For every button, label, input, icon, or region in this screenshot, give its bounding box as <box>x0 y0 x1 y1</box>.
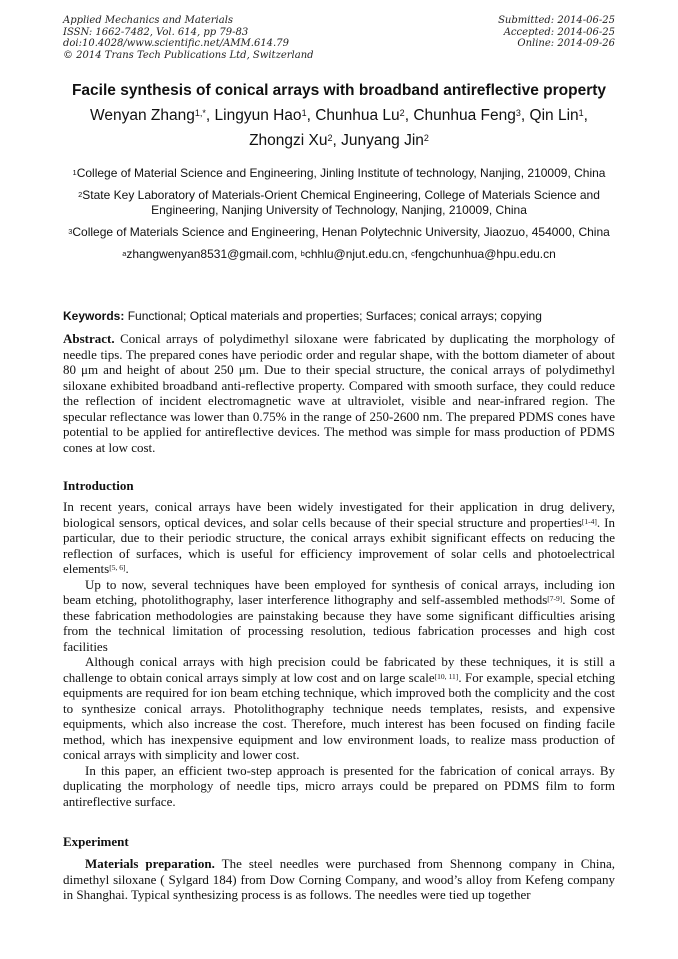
experiment-body <box>63 856 615 903</box>
keywords-label: Keywords: <box>63 309 125 323</box>
author: Lingyun Hao$^1$, <box>214 107 316 124</box>
publication-dates <box>498 15 615 50</box>
journal-name: Applied Mechanics and Materials <box>63 15 234 26</box>
author: Zhongzi Xu$^2$, <box>249 132 342 149</box>
affiliations <box>60 166 618 262</box>
introduction-body <box>63 499 615 809</box>
author: Chunhua Lu$^2$, <box>315 107 414 124</box>
author-emails: $^a$zhangwenyan8531@gmail.com, $^b$chhlu@njut.edu.cn, $^c$fengchunhua@hpu.edu.cn <box>122 247 556 261</box>
author-list <box>40 103 638 153</box>
author: Qin Lin$^1$, <box>529 107 588 124</box>
journal-info <box>63 15 314 61</box>
intro-paragraph-4: In this paper, an efficient two-step approach is presented for the fabrication of conical arrays. By duplicating the morphology of needle tips, micro arrays could be prepared on PDMS film to form antireflective surface. <box>63 762 615 809</box>
abstract-text: Conical arrays of polydimethyl siloxane were fabricated by duplicating the morphology of needle tips. The prepared cones have periodic order and regular shape, with the bottom diameter of about 80 μm and height of about 250 μm. Due to their special structure, the conical arrays of polydimethyl siloxane exhibited broadband anti-reflective property. Compared with smooth surface, they could reduce the reflection of incident electromagnetic wave at ultraviolet, visible and near-infrared region. The specular reflectance was lower than 0.75% in the range of 250-2600 nm. The prepared PDMS cones have potential to be applied for antireflective devices. The method was simple for mass production of PDMS cones at low cost. <box>63 331 615 455</box>
abstract-label: Abstract. <box>63 331 115 346</box>
citation: [5, 6] <box>109 563 126 572</box>
intro-paragraph-1: In recent years, conical arrays have been widely investigated for their application in drug delivery, biological sensors, optical devices, and solar cells because of their special structure and properties[1-4]. In particular, due to their periodic structure, the conical arrays exhibit significant effects on reducing the reflection of surfaces, which is useful for efficiency improvement of solar cells and photoelectrical elements[5, 6]. <box>63 499 615 576</box>
author: Chunhua Feng$^3$, <box>413 107 530 124</box>
affiliation-2: $^2$State Key Laboratory of Materials-Orient Chemical Engineering, College of Materials Science and Engineering, Nanjing University of Technology, Nanjing, 210009, China <box>78 188 600 217</box>
submitted-date: Submitted: 2014-06-25 <box>498 15 615 26</box>
accepted-date: Accepted: 2014-06-25 <box>503 26 615 38</box>
keywords <box>63 309 615 324</box>
citation: [1-4] <box>581 516 597 526</box>
citation: [10, 11] <box>434 671 459 681</box>
intro-paragraph-2: Up to now, several techniques have been employed for synthesis of conical arrays, including ion beam etching, photolithography, laser interference lithography and self-assembled methods[7-9]. Some of these fabrication methodologies are painstaking because they have some significant difficulties arising from the technical limitation of processing resolution, tedious fabrication processes and high cost facilities <box>63 576 615 654</box>
issn-volume: ISSN: 1662-7482, Vol. 614, pp 79-83 <box>63 26 249 38</box>
abstract <box>63 331 615 455</box>
keywords-text: Functional; Optical materials and properties; Surfaces; conical arrays; copying <box>124 309 542 323</box>
affiliation-3: $^3$College of Materials Science and Engineering, Henan Polytechnic University, Jiaozuo, 454000, China <box>68 225 610 239</box>
materials-preparation-label: Materials preparation. <box>85 856 215 871</box>
paper-title: Facile synthesis of conical arrays with broadband antireflective property <box>71 82 607 99</box>
online-date: Online: 2014-09-26 <box>517 38 615 49</box>
introduction-heading: Introduction <box>63 478 134 493</box>
experiment-paragraph: Materials preparation. The steel needles were purchased from Shennong company in China, dimethyl siloxane ( Sylgard 184) from Dow Corning Company, and wood’s alloy from Kefeng company in Shanghai. Typical synthesizing process is as follows. The needles were tied up together <box>63 856 615 902</box>
affiliation-1: $^1$College of Material Science and Engineering, Jinling Institute of technology, Nanjing, 210009, China <box>72 166 606 180</box>
intro-paragraph-3: Although conical arrays with high precision could be fabricated by these techniques, it is still a challenge to obtain conical arrays simply at low cost and on large scale[10, 11]. For example, special etching equipments are required for ion beam etching technique, which improved both the complicity and the cost to synthesize conical arrays. Photolithography technique needs templates, resists, and expensive equipments, which also increase the cost. Therefore, much interest has been focused on finding facile method, which has inexpensive equipment and low environment loads, to realize mass production of conical arrays with simplicity and lower cost. <box>63 654 616 762</box>
citation: [7-9] <box>547 594 563 603</box>
author: Junyang Jin$^2$ <box>341 132 429 149</box>
doi: doi:10.4028/www.scientific.net/AMM.614.79 <box>63 38 289 49</box>
copyright: © 2014 Trans Tech Publications Ltd, Switzerland <box>63 49 314 61</box>
experiment-heading: Experiment <box>63 834 129 849</box>
author: Wenyan Zhang$^{1,*}$, <box>90 107 215 124</box>
